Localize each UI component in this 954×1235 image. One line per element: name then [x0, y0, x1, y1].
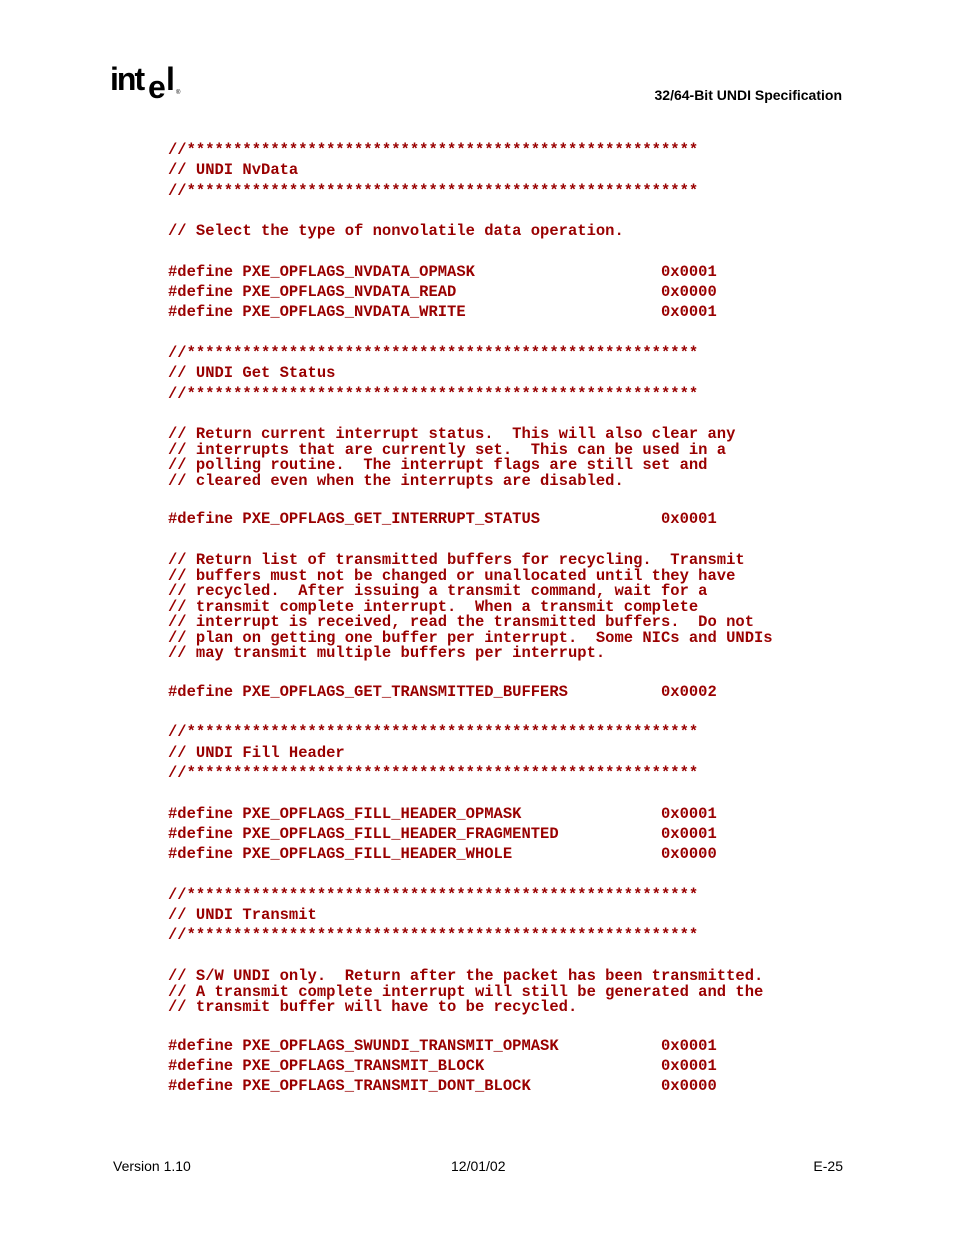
- define-line: #define PXE_OPFLAGS_SWUNDI_TRANSMIT_OPMASK 0x0001: [168, 1036, 717, 1055]
- footer-version: Version 1.10: [113, 1158, 191, 1174]
- comment-line: // polling routine. The interrupt flags are still set and: [168, 456, 708, 475]
- separator-line: //*******************************************************: [168, 926, 699, 945]
- comment-line: // buffers must not be changed or unallocated until they have: [168, 566, 736, 585]
- intel-logo: [110, 60, 182, 104]
- define-line: #define PXE_OPFLAGS_GET_INTERRUPT_STATUS 0x0001: [168, 510, 717, 529]
- section-heading-get-status: // UNDI Get Status: [168, 364, 336, 383]
- separator-line: //*******************************************************: [168, 343, 699, 362]
- define-line: #define PXE_OPFLAGS_FILL_HEADER_WHOLE 0x0000: [168, 845, 717, 864]
- document-title: 32/64-Bit UNDI Specification: [654, 87, 842, 103]
- comment-line: // Select the type of nonvolatile data operation.: [168, 222, 624, 241]
- define-line: #define PXE_OPFLAGS_NVDATA_OPMASK 0x0001: [168, 262, 717, 281]
- comment-line: // Return current interrupt status. This will also clear any: [168, 425, 736, 444]
- define-line: #define PXE_OPFLAGS_NVDATA_WRITE 0x0001: [168, 303, 717, 322]
- separator-line: //*******************************************************: [168, 885, 699, 904]
- svg-text:e: e: [148, 69, 166, 104]
- comment-line: // Return list of transmitted buffers for recycling. Transmit: [168, 551, 745, 570]
- comment-line: // transmit buffer will have to be recycled.: [168, 998, 578, 1016]
- section-heading-transmit: // UNDI Transmit: [168, 906, 317, 925]
- code-listing: [168, 140, 848, 1097]
- comment-line: // interrupts that are currently set. This can be used in a: [168, 440, 727, 459]
- comment-line: // S/W UNDI only. Return after the packet has been transmitted.: [168, 967, 764, 985]
- separator-line: //*******************************************************: [168, 764, 699, 783]
- separator-line: //*******************************************************: [168, 723, 699, 742]
- footer-date: 12/01/02: [451, 1158, 506, 1174]
- comment-line: // interrupt is received, read the transmitted buffers. Do not: [168, 613, 754, 632]
- define-line: #define PXE_OPFLAGS_NVDATA_READ 0x0000: [168, 283, 717, 302]
- comment-line: // may transmit multiple buffers per interrupt.: [168, 644, 606, 663]
- comment-line: // A transmit complete interrupt will still be generated and the: [168, 982, 764, 1001]
- footer-page-number: E-25: [813, 1158, 843, 1174]
- comment-line: // transmit complete interrupt. When a transmit complete: [168, 597, 699, 616]
- svg-text:l: l: [166, 61, 175, 97]
- define-line: #define PXE_OPFLAGS_TRANSMIT_BLOCK 0x0001: [168, 1057, 717, 1076]
- comment-line: // cleared even when the interrupts are disabled.: [168, 471, 624, 490]
- separator-line: //*******************************************************: [168, 384, 699, 403]
- define-line: #define PXE_OPFLAGS_TRANSMIT_DONT_BLOCK 0x0000: [168, 1077, 717, 1096]
- svg-text:®: ®: [176, 90, 181, 96]
- separator-line: //*******************************************************: [168, 181, 699, 200]
- section-heading-fill-header: // UNDI Fill Header: [168, 743, 345, 762]
- separator-line: //*******************************************************: [168, 141, 699, 159]
- section-heading-nvdata: // UNDI NvData: [168, 161, 299, 180]
- define-line: #define PXE_OPFLAGS_FILL_HEADER_OPMASK 0x0001: [168, 804, 717, 823]
- svg-text:int: int: [110, 61, 144, 97]
- define-line: #define PXE_OPFLAGS_GET_TRANSMITTED_BUFFERS 0x0002: [168, 682, 717, 701]
- comment-line: // plan on getting one buffer per interrupt. Some NICs and UNDIs: [168, 628, 773, 647]
- define-line: #define PXE_OPFLAGS_FILL_HEADER_FRAGMENTED 0x0001: [168, 824, 717, 843]
- comment-line: // recycled. After issuing a transmit command, wait for a: [168, 582, 708, 601]
